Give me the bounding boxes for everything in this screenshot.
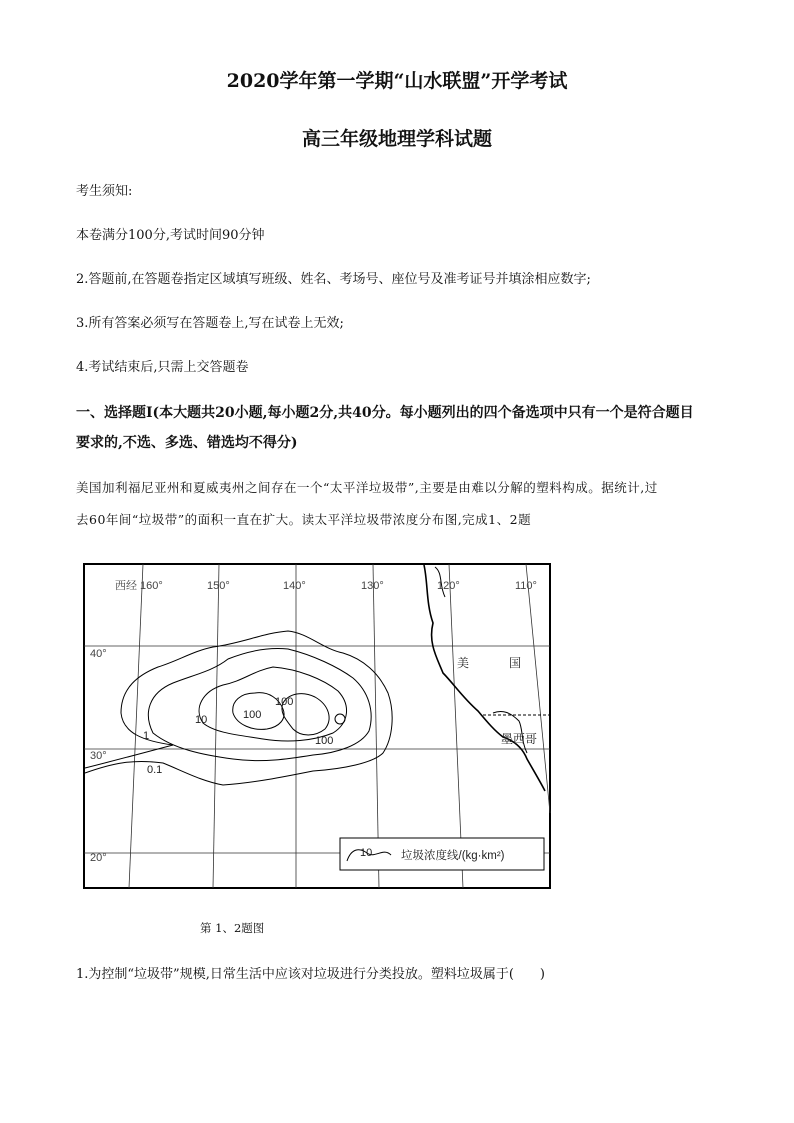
notice-item-3: 3.所有答案必须写在答题卷上,写在试卷上无效;: [76, 316, 344, 331]
notice-item-2: 2.答题前,在答题卷指定区域填写班级、姓名、考场号、座位号及准考证号并填涂相应数字;: [76, 272, 591, 287]
lon-label-160: 西经 160°: [115, 580, 163, 592]
question-intro-line-2: 去60年间“垃圾带”的面积一直在扩大。读太平洋垃圾带浓度分布图,完成1、2题: [76, 512, 532, 527]
lon-label-110: 110°: [515, 580, 537, 592]
lat-label-30: 30°: [90, 750, 107, 762]
notice-heading: 考生须知:: [76, 184, 133, 199]
lon-label-120: 120°: [437, 580, 460, 592]
question-1: 1.为控制“垃圾带”规模,日常生活中应该对垃圾进行分类投放。塑料垃圾属于( ): [76, 967, 545, 982]
legend-value: 10: [360, 847, 373, 859]
notice-item-1: 本卷满分100分,考试时间90分钟: [76, 228, 265, 243]
question-intro-line-1: 美国加利福尼亚州和夏威夷州之间存在一个“太平洋垃圾带”,主要是由难以分解的塑料构成。据统计,过: [76, 480, 658, 495]
country-label-mexico: 墨西哥: [501, 732, 538, 746]
country-label-us-1: 美: [457, 656, 470, 670]
lon-label-140: 140°: [283, 580, 306, 592]
country-label-us-2: 国: [509, 656, 522, 670]
contour-label-1: 1: [143, 730, 150, 742]
lat-label-20: 20°: [90, 852, 107, 864]
contour-label-10: 10: [195, 714, 208, 726]
figure-caption: 第 1、2题图: [200, 921, 265, 935]
contour-label-100-c: 100: [315, 735, 334, 747]
contour-label-0-1: 0.1: [147, 764, 163, 776]
section-heading-line-1: 一、选择题Ⅰ(本大题共20小题,每小题2分,共40分。每小题列出的四个备选项中只有一个是符合题目: [76, 405, 694, 421]
legend-text: 垃圾浓度线/(kg·km²): [401, 850, 505, 862]
garbage-patch-map: [83, 563, 553, 891]
exam-subtitle: 高三年级地理学科试题: [301, 128, 492, 150]
exam-title: 2020学年第一学期“山水联盟”开学考试: [226, 70, 568, 92]
lon-label-130: 130°: [361, 580, 384, 592]
lon-label-150: 150°: [207, 580, 230, 592]
section-heading-line-2: 要求的,不选、多选、错选均不得分): [76, 435, 298, 451]
contour-label-100-a: 100: [243, 709, 262, 721]
notice-item-4: 4.考试结束后,只需上交答题卷: [76, 360, 249, 375]
contour-label-100-b: 100: [275, 696, 294, 708]
lat-label-40: 40°: [90, 648, 107, 660]
